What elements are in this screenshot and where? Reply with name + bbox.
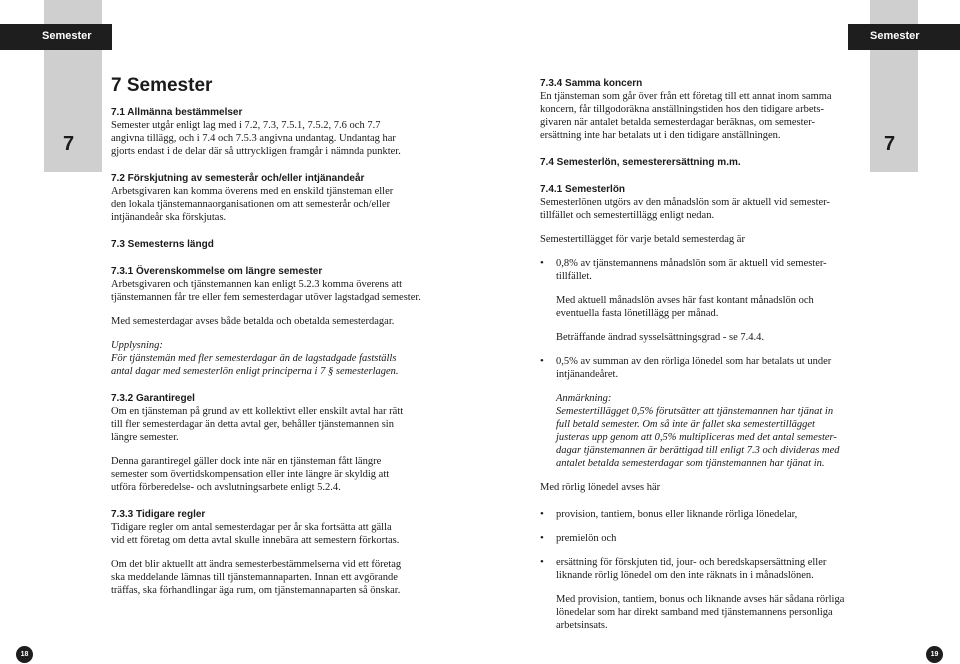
text-line: intjänandeår ska förskjutas. <box>111 212 227 223</box>
text-line: koncern, får tillgodoräkna anställningstiden hos den tidigare arbets- <box>540 104 824 115</box>
info-text <box>111 352 431 378</box>
section-heading: 7.2 Förskjutning av semesterår och/eller intjänandeår <box>111 173 365 184</box>
text-line: lönedelar som har direkt samband med tjänstemannens personliga <box>556 607 833 618</box>
text-line: tillfället och semestertillägg enligt nedan. <box>540 210 715 221</box>
text-line: Semesterlönen utgörs av den månadslön som är aktuell vid semester- <box>540 197 830 208</box>
bullet-icon: • <box>540 556 544 568</box>
page-number-left: 18 <box>16 646 33 663</box>
text-line: ersättning inte har betalats ut i den tidigare anställningen. <box>540 130 781 141</box>
paragraph: Med rörlig lönedel avses här <box>540 482 661 493</box>
text-line: antal dagar med semesterlön enligt principerna i 7 § semesterlagen. <box>111 366 399 377</box>
text-line: 0,8% av tjänstemannens månadslön som är aktuell vid semester- <box>556 258 827 269</box>
text-line: träffas, ska förhandlingar äga rum, om tjänstemannaparten så önskar. <box>111 585 401 596</box>
chapter-number-right: 7 <box>884 133 896 155</box>
text-line: eventuella fasta lönetillägg per månad. <box>556 308 719 319</box>
header-label-right: Semester <box>870 30 920 42</box>
text-line: den lokala tjänstemannaorganisationen om att semesterår och/eller <box>111 199 391 210</box>
text-line: antalet betalda semesterdagar som tjänstemannen har tjänat in. <box>556 458 825 469</box>
subsection-heading: 7.3.4 Samma koncern <box>540 78 643 89</box>
header-bar-left <box>0 24 112 50</box>
left-page-column <box>111 74 431 597</box>
info-label: Upplysning: <box>111 340 163 351</box>
paragraph <box>111 521 431 547</box>
chapter-number-left: 7 <box>63 133 75 155</box>
paragraph <box>540 196 860 222</box>
text-line: Om det blir aktuellt att ändra semesterbestämmelserna vid ett företag <box>111 559 402 570</box>
text-line: Arbetsgivaren och tjänstemannen kan enligt 5.2.3 komma överens att <box>111 279 403 290</box>
text-line: 0,5% av summan av den rörliga lönedel som har betalats ut under <box>556 356 832 367</box>
bullet-icon: • <box>540 257 544 269</box>
text-line: arbetsinsats. <box>556 620 608 631</box>
paragraph: Beträffande ändrad sysselsättningsgrad - se 7.4.4. <box>556 332 765 343</box>
bullet-icon: • <box>540 355 544 367</box>
section-heading: 7.3 Semesterns längd <box>111 239 214 250</box>
paragraph <box>111 278 431 304</box>
paragraph <box>111 119 431 158</box>
text-line: För tjänstemän med fler semesterdagar än de lagstadgade fastställs <box>111 353 397 364</box>
note-label: Anmärkning: <box>556 393 612 404</box>
text-line: givaren när antalet betalda semesterdagar beräknas, om semester- <box>540 117 815 128</box>
header-bar-right <box>848 24 960 50</box>
list-item <box>540 257 860 283</box>
top-tab-right <box>870 0 918 24</box>
text-line: utföra förberedelse- och avslutningsarbete enligt 5.2.4. <box>111 482 341 493</box>
text-line: angivna tillägg, och i 7.4 och 7.5.3 angivna undantag. Undantag har <box>111 133 396 144</box>
text-line: tillfället. <box>556 271 592 282</box>
paragraph: Semestertillägget för varje betald semesterdag är <box>540 234 745 245</box>
text-line: Arbetsgivaren kan komma överens med en enskild tjänsteman eller <box>111 186 394 197</box>
text-line: En tjänsteman som går över från ett företag till ett annat inom samma <box>540 91 832 102</box>
text-line: intjänandeåret. <box>556 369 619 380</box>
chapter-title: 7 Semester <box>111 75 213 96</box>
section-heading: 7.1 Allmänna bestämmelser <box>111 107 243 118</box>
subsection-heading: 7.4.1 Semesterlön <box>540 184 626 195</box>
text-line: tjänstemannen får tre eller fem semesterdagar utöver lagstadgad semester. <box>111 292 421 303</box>
text-line: premielön och <box>556 533 617 544</box>
text-line: dagar tjänstemannen är berättigad till enligt 7.3 och divideras med <box>556 445 840 456</box>
text-line: Om en tjänsteman på grund av ett kollektivt eller enskilt avtal har rätt <box>111 406 404 417</box>
paragraph <box>111 405 431 444</box>
top-tab-left <box>44 0 102 24</box>
paragraph <box>540 294 860 320</box>
page-number-right: 19 <box>926 646 943 663</box>
text-line: gjorts endast i de delar där så uttryckligen framgår i nämnda punkter. <box>111 146 401 157</box>
text-line: till fler semesterdagar än detta avtal ger, behåller tjänstemannen sin <box>111 419 394 430</box>
paragraph: Med semesterdagar avses både betalda och obetalda semesterdagar. <box>111 316 395 327</box>
text-line: provision, tantiem, bonus eller liknande rörliga lönedelar, <box>556 509 798 520</box>
list-item <box>540 532 860 545</box>
text-line: Med aktuell månadslön avses här fast kontant månadslön och <box>556 295 814 306</box>
text-line: Semestertillägget 0,5% förutsätter att tjänstemannen har tjänat in <box>556 406 834 417</box>
paragraph <box>111 455 431 494</box>
note-text <box>540 405 860 470</box>
paragraph <box>540 593 860 632</box>
text-line: Semester utgår enligt lag med i 7.2, 7.3, 7.5.1, 7.5.2, 7.6 och 7.7 <box>111 120 381 131</box>
text-line: vid ett företag om detta avtal skulle innebära att semestern förkortas. <box>111 535 400 546</box>
text-line: Tidigare regler om antal semesterdagar per år ska fortsätta att gälla <box>111 522 392 533</box>
text-line: ersättning för förskjuten tid, jour- och beredskapsersättning eller <box>556 557 827 568</box>
paragraph <box>111 558 431 597</box>
section-heading: 7.4 Semesterlön, semesterersättning m.m. <box>540 157 741 168</box>
header-label-left: Semester <box>42 30 92 42</box>
bullet-icon: • <box>540 532 544 544</box>
subsection-heading: 7.3.2 Garantiregel <box>111 393 195 404</box>
text-line: Med provision, tantiem, bonus och liknande avses här sådana rörliga <box>556 594 845 605</box>
list-item <box>540 508 860 521</box>
subsection-heading: 7.3.3 Tidigare regler <box>111 509 206 520</box>
text-line: justeras upp genom att 0,5% multipliceras med det antal semester- <box>556 432 837 443</box>
paragraph <box>540 90 860 142</box>
text-line: full betald semester. Om så inte är fallet ska semestertillägget <box>556 419 815 430</box>
bullet-icon: • <box>540 508 544 520</box>
right-page-column <box>540 77 860 632</box>
subsection-heading: 7.3.1 Överenskommelse om längre semester <box>111 266 323 277</box>
text-line: längre semester. <box>111 432 179 443</box>
list-item <box>540 355 860 381</box>
text-line: Denna garantiregel gäller dock inte när en tjänsteman fått längre <box>111 456 382 467</box>
paragraph <box>111 185 431 224</box>
text-line: liknande rörlig lönedel om den inte räknats in i månadslönen. <box>556 570 814 581</box>
text-line: ska meddelande lämnas till tjänstemannaparten. Innan ett avgörande <box>111 572 398 583</box>
text-line: semester som övertidskompensation eller inte längre är skyldig att <box>111 469 390 480</box>
list-item <box>540 556 860 582</box>
